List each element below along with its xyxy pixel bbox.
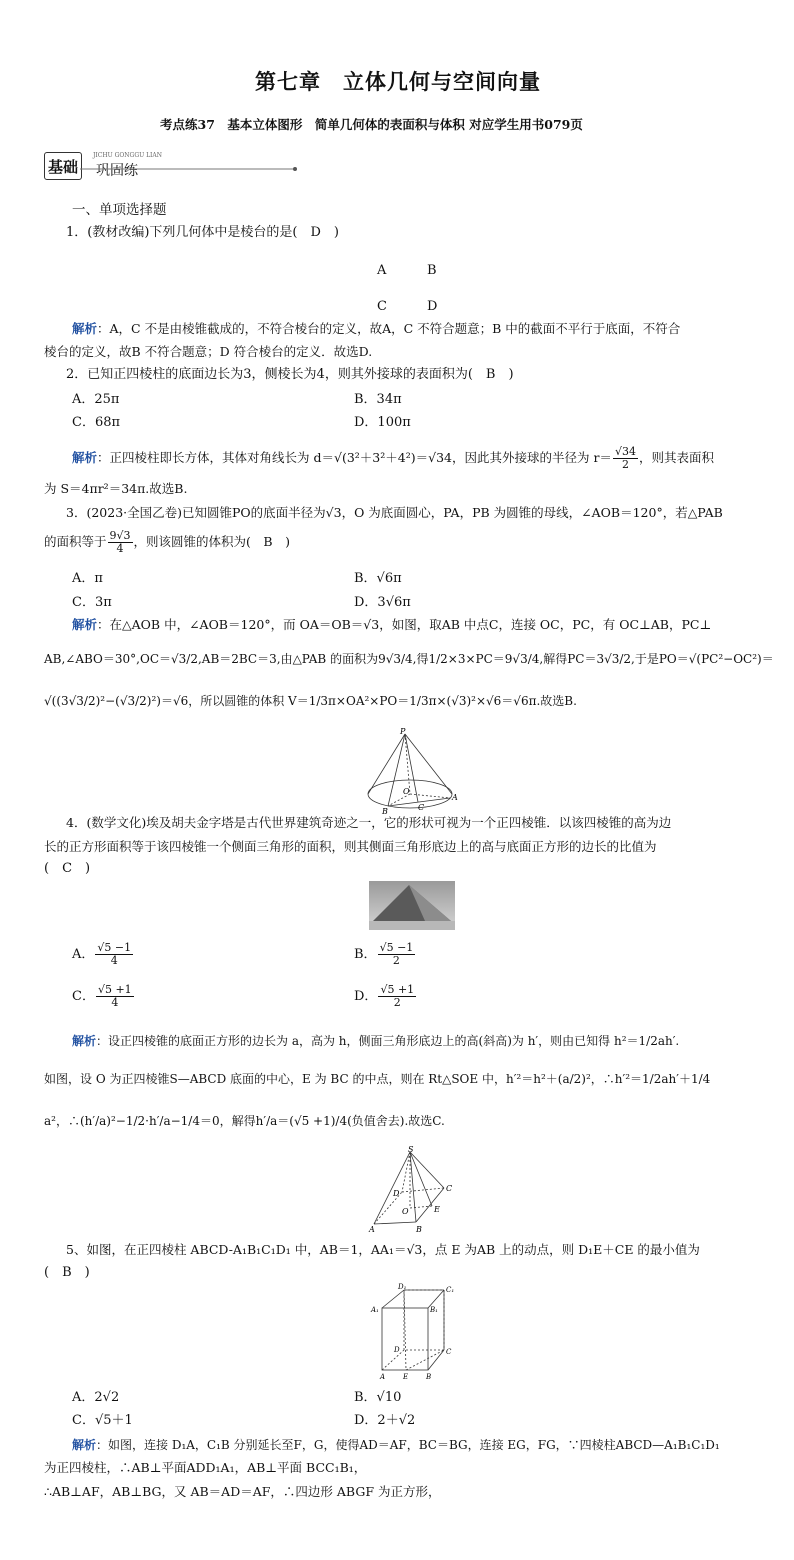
q4-stem-line3: ( C ) xyxy=(44,861,91,876)
q1-option-b[interactable]: B xyxy=(427,263,437,278)
q3-fig-label-b: B xyxy=(382,807,388,816)
q3-cone-figure xyxy=(360,728,460,818)
q2-option-d[interactable]: D．100π xyxy=(354,415,411,430)
q3-option-c[interactable]: C．3π xyxy=(72,595,112,610)
chapter-title: 第七章 立体几何与空间向量 xyxy=(255,69,541,94)
q5-option-b[interactable]: B．√10 xyxy=(354,1390,402,1405)
q4-fig-label-e: E xyxy=(434,1205,440,1214)
q5-solution-line3: ∴AB⊥AF，AB⊥BG，又 AB＝AD＝AF，∴四边形 ABGF 为正方形， xyxy=(44,1484,441,1499)
q4-fig-label-s: S xyxy=(408,1145,414,1154)
q5-option-d[interactable]: D．2＋√2 xyxy=(354,1413,416,1428)
q3-stem-line1: 3．(2023·全国乙卷)已知圆锥PO的底面半径为√3，O 为底面圆心，PA，PB 为圆锥的母线，∠AOB＝120°，若△PAB xyxy=(66,505,723,520)
q4-fig-label-d: D xyxy=(393,1189,400,1198)
q5-prism-figure xyxy=(368,1282,464,1382)
q2-option-b[interactable]: B．34π xyxy=(354,392,402,407)
q4-stem-line1: 4．(数学文化)埃及胡夫金字塔是古代世界建筑奇迹之一，它的形状可视为一个正四棱锥．以该四棱锥的高为边 xyxy=(66,815,672,830)
q5-fig-label-b1: B₁ xyxy=(430,1306,438,1314)
q1-option-d[interactable]: D xyxy=(427,299,438,314)
q4-option-a[interactable]: A． $\frac{√5 -1}{4}$ xyxy=(72,941,132,967)
q5-fig-label-a: A xyxy=(380,1373,386,1381)
q2-stem: 2．已知正四棱柱的底面边长为3，侧棱长为4，则其外接球的表面积为( B ) xyxy=(66,367,514,382)
q3-stem-line2: 的面积等于 $\frac{9√3}{4}$ ，则该圆锥的体积为( B ) xyxy=(44,529,290,555)
q3-option-a[interactable]: A．π xyxy=(72,571,103,586)
q1-option-c[interactable]: C xyxy=(377,299,387,314)
q5-fig-label-b: B xyxy=(426,1373,432,1381)
q4-pyramid-photo xyxy=(369,881,455,930)
q4-fig-label-o: O xyxy=(402,1207,409,1216)
q5-fig-label-c1: C₁ xyxy=(446,1286,455,1294)
q5-option-a[interactable]: A．2√2 xyxy=(72,1390,120,1405)
q3-fig-label-o: O xyxy=(403,787,410,796)
q5-stem-line2: ( B ) xyxy=(44,1265,90,1280)
q5-solution-line1: 解析：如图，连接 D₁A，C₁B 分别延长至F，G，使得AD＝AF，BC＝BG，连接 EG，FG，∵四棱柱ABCD—A₁B₁C₁D₁ xyxy=(72,1438,720,1452)
section-tag-divider xyxy=(80,168,300,172)
q3-solution-line3: √((3√3/2)²−(√3/2)²)＝√6，所以圆锥的体积 V＝1/3π×OA²×PO＝1/3π×(√3)²×√6＝√6π.故选B. xyxy=(44,694,577,708)
q4-solution-line1: 解析：设正四棱锥的底面正方形的边长为 a，高为 h，侧面三角形底边上的高(斜高)为 h′，则由已知得 h²＝1/2ah′. xyxy=(72,1034,680,1048)
q1-solution-line1: 解析：A，C 不是由棱锥截成的，不符合棱台的定义，故A，C 不符合题意；B 中的截面不平行于底面，不符合 xyxy=(72,321,681,336)
q1-solution-line2: 棱台的定义，故B 不符合题意；D 符合棱台的定义．故选D. xyxy=(44,344,373,359)
q4-option-c[interactable]: C． $\frac{√5 +1}{4}$ xyxy=(72,983,132,1009)
q4-option-b[interactable]: B． $\frac{√5 -1}{2}$ xyxy=(354,941,414,967)
q3-fig-label-c: C xyxy=(418,803,425,812)
q2-solution-line1: 解析：正四棱柱即长方体，其体对角线长为 d＝√(3²＋3²＋4²)＝√34，因此其外接球的半径为 r＝ $\frac{√34}{2}$ ，则其表面积 xyxy=(72,445,714,471)
q5-fig-label-c: C xyxy=(446,1348,452,1356)
q4-fig-label-c: C xyxy=(446,1184,453,1193)
q5-solution-line2: 为正四棱柱，∴AB⊥平面ADD₁A₁，AB⊥平面 BCC₁B₁， xyxy=(44,1460,367,1475)
q4-option-d[interactable]: D． $\frac{√5 +1}{2}$ xyxy=(354,983,415,1009)
q5-option-c[interactable]: C．√5＋1 xyxy=(72,1413,133,1428)
section-tag-label: 巩固练 xyxy=(96,163,138,179)
q3-option-b[interactable]: B．√6π xyxy=(354,571,402,586)
section-subtitle: 考点练37 基本立体图形 简单几何体的表面积与体积 对应学生用书079页 xyxy=(160,117,583,132)
q3-fig-label-p: P xyxy=(400,727,406,736)
q5-stem-line1: 5、如图，在正四棱柱 ABCD-A₁B₁C₁D₁ 中，AB＝1，AA₁＝√3，点 E 为AB 上的动点，则 D₁E＋CE 的最小值为 xyxy=(66,1242,700,1257)
section-heading: 一、单项选择题 xyxy=(72,202,167,218)
q5-fig-label-e: E xyxy=(403,1373,409,1381)
q3-solution-line2: AB,∠ABO＝30°,OC＝√3/2,AB＝2BC＝3,由△PAB 的面积为9√3/4,得1/2×3×PC＝9√3/4,解得PC＝3√3/2,于是PO＝√(PC²−OC²)＝ xyxy=(44,652,774,666)
q3-option-d[interactable]: D．3√6π xyxy=(354,595,411,610)
q4-pyramid-figure xyxy=(366,1146,462,1234)
q4-solution-line2: 如图，设 O 为正四棱锥S—ABCD 底面的中心，E 为 BC 的中点，则在 Rt△SOE 中，h′²＝h²＋(a/2)²，∴h′²＝1/2ah′＋1/4 xyxy=(44,1072,711,1086)
q5-fig-label-d: D xyxy=(394,1346,400,1354)
section-tag-badge: 基础 xyxy=(44,152,82,180)
q4-fig-label-a: A xyxy=(369,1225,375,1234)
q4-fig-label-b: B xyxy=(416,1225,422,1234)
q3-fig-label-a: A xyxy=(452,793,458,802)
section-tag-pinyin: JICHU GONGGU LIAN xyxy=(93,152,163,159)
q2-solution-line2: 为 S＝4πr²＝34π.故选B. xyxy=(44,481,188,496)
q2-option-a[interactable]: A．25π xyxy=(72,392,120,407)
q1-option-a[interactable]: A xyxy=(377,263,387,278)
q2-option-c[interactable]: C．68π xyxy=(72,415,121,430)
q4-solution-line3: a²，∴(h′/a)²−1/2·h′/a−1/4＝0，解得h′/a＝(√5 +1)/4(负值舍去).故选C. xyxy=(44,1114,445,1128)
q1-stem: 1．(教材改编)下列几何体中是棱台的是( D ) xyxy=(66,225,339,240)
q5-fig-label-d1: D₁ xyxy=(398,1283,407,1291)
q4-stem-line2: 长的正方形面积等于该四棱锥一个侧面三角形的面积，则其侧面三角形底边上的高与底面正方形的边长的比值为 xyxy=(44,839,657,854)
q5-fig-label-a1: A₁ xyxy=(371,1306,379,1314)
q3-solution-line1: 解析：在△AOB 中，∠AOB＝120°，而 OA＝OB＝√3，如图，取AB 中点C，连接 OC，PC，有 OC⊥AB，PC⊥ xyxy=(72,617,712,632)
